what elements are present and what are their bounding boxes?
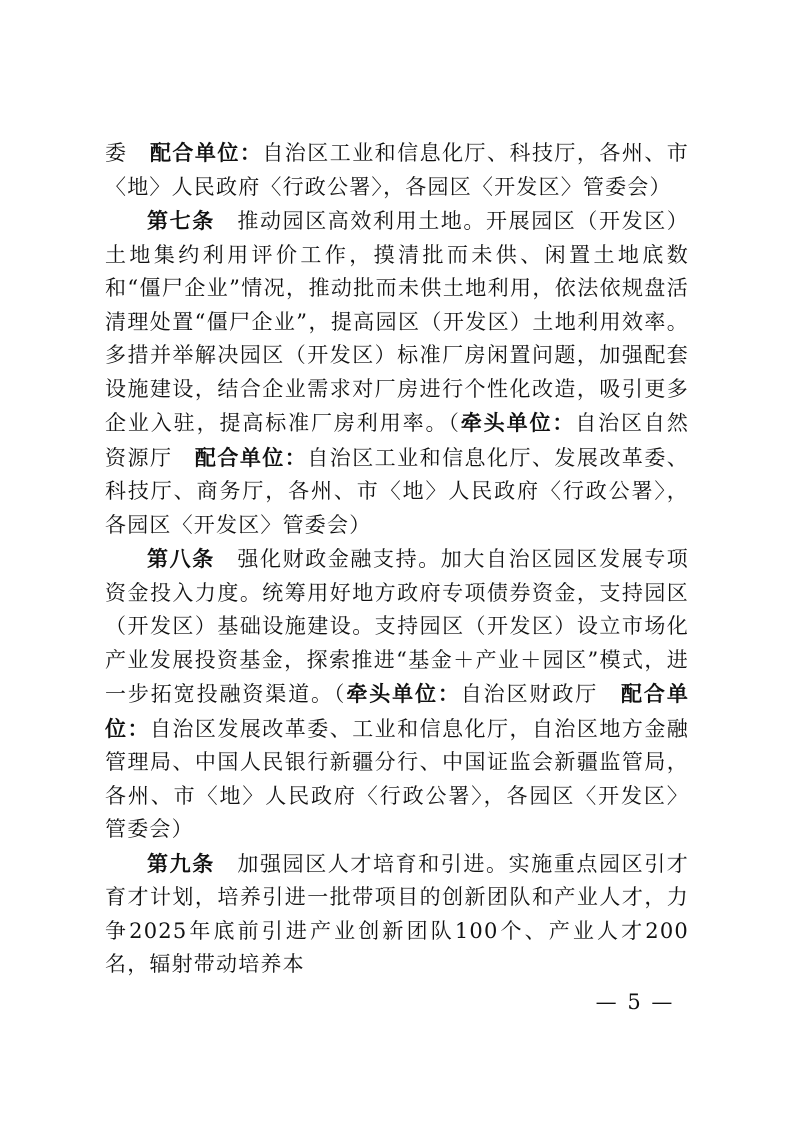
bold-term: 第八条 <box>147 546 215 571</box>
paragraph-text: 委 <box>105 141 150 165</box>
document-body <box>105 136 689 982</box>
paragraph-text: 自治区自然资源厅 <box>105 411 690 470</box>
bold-term: 第七条 <box>147 208 215 233</box>
paragraph-text: 加强园区人才培育和引进。实施重点园区引才育才计划，培养引进一批带项目的创新团队和产业人才，力争2025年底前引进产业创新团队100个、产业人才200名，辐射带动培养本 <box>105 851 689 976</box>
paragraph-cont <box>105 136 689 204</box>
bold-term: 配合单位： <box>194 444 308 470</box>
bold-term: 配合单位： <box>149 140 263 165</box>
paragraph-article-7 <box>105 204 689 542</box>
bold-term: 牵头单位： <box>460 410 576 435</box>
paragraph-article-8 <box>105 542 689 847</box>
paragraph-text: 强化财政金融支持。加大自治区园区发展专项资金投入力度。统筹用好地方政府专项债券资金，支持园区（开发区）基础设施建设。支持园区（开发区）设立市场化产业发展投资基金，探索推进“基金＋产业＋园区”模式，进一步拓宽投融资渠道。（ <box>105 547 689 706</box>
paragraph-text: 自治区财政厅 <box>460 682 622 706</box>
bold-term: 牵头单位： <box>346 681 461 706</box>
paragraph-article-9 <box>105 847 689 982</box>
paragraph-text: 自治区发展改革委、工业和信息化厅，自治区地方金融管理局、中国人民银行新疆分行、中国证监会新疆监管局，各州、市〈地〉人民政府〈行政公署〉，各园区〈开发区〉管委会） <box>105 716 689 841</box>
paragraph-text: 自治区工业和信息化厅、发展改革委、科技厅、商务厅，各州、市〈地〉人民政府〈行政公署〉，各园区〈开发区〉管委会） <box>105 445 689 537</box>
paragraph-text: 自治区工业和信息化厅、科技厅，各州、市〈地〉人民政府〈行政公署〉，各园区〈开发区〉管委会） <box>105 141 689 199</box>
bold-term: 配合单位： <box>105 681 690 741</box>
paragraph-text: 推动园区高效利用土地。开展园区（开发区）土地集约利用评价工作，摸清批而未供、闲置土地底数和“僵尸企业”情况，推动批而未供土地利用，依法依规盘活清理处置“僵尸企业”，提高园区（开发区）土地利用效率。多措并举解决园区（开发区）标准厂房闲置问题，加强配套设施建设，结合企业需求对厂房进行个性化改造，吸引更多企业入驻，提高标准厂房利用率。（ <box>105 209 689 435</box>
page-number: — 5 — <box>595 990 675 1014</box>
bold-term: 第九条 <box>147 850 215 876</box>
